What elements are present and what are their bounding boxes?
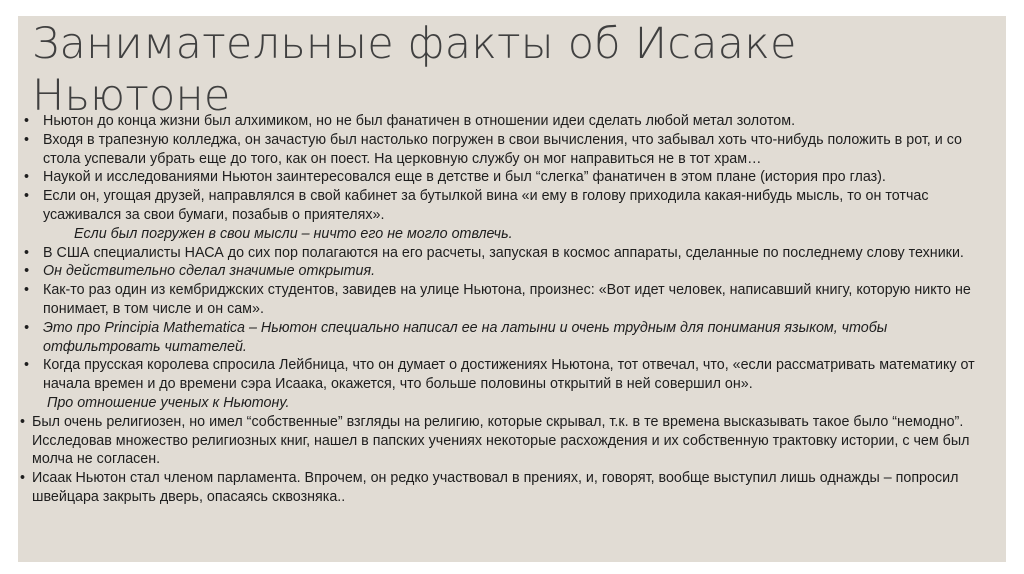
list-item-text: Он действительно сделал значимые открытия. [43, 263, 376, 280]
list-item-text: Когда прусская королева спросила Лейбница, что он думает о достижениях Ньютона, тот отвечал, что, «если рассматривать математику от начала времен и до времени сэра Исаака, окажется, что больше половины открытий в ней совершил он». [43, 357, 975, 393]
facts-list [18, 112, 993, 507]
list-item-text: Входя в трапезную колледжа, он зачастую был настолько погружен в свои вычисления, что забывал хоть что-нибудь положить в рот, и со стола успевали убрать еще до того, как он поест. На церковную службу он мог направиться не в тот храм… [43, 131, 962, 167]
bullet-icon: • [24, 244, 30, 261]
list-item [18, 413, 993, 469]
list-item [18, 356, 993, 394]
bullet-icon: • [24, 282, 30, 299]
slide [18, 16, 1006, 562]
bullet-icon: • [20, 413, 26, 430]
list-item-note [18, 225, 993, 244]
list-item-text: Как-то раз один из кембриджских студентов, завидев на улице Ньютона, произнес: «Вот идет человек, написавший книгу, которую никто не понимает, в том числе и он сам». [43, 282, 971, 317]
list-item [18, 244, 993, 263]
list-item [18, 168, 993, 187]
list-item-text: Ньютон до конца жизни был алхимиком, но не был фанатичен в отношении идеи сделать любой метал золотом. [43, 113, 796, 129]
list-item [18, 131, 993, 169]
list-item-text: Был очень религиозен, но имел “собственные” взгляды на религию, которые скрывал, т.к. в те времена высказывать такое было “немодно”. Исследовав множество религиозных книг, нашел в папских учениях некоторые расхождения и их собственную трактовку истории, с чем был молча не согласен. [32, 413, 970, 468]
list-item [18, 187, 993, 225]
list-item [18, 262, 993, 281]
list-item [18, 469, 993, 507]
list-item-text: Если он, угощая друзей, направлялся в свой кабинет за бутылкой вина «и ему в голову приходила какая-нибудь мысль, то он тотчас усаживался за свои бумаги, позабыв о приятелях». [43, 188, 929, 223]
bullet-icon: • [24, 131, 30, 148]
list-item-text: Если был погружен в свои мысли – ничто его не могло отвлечь. [74, 225, 513, 242]
slide-title: Занимательные факты об Исааке Ньютоне [32, 19, 797, 121]
list-item-text: В США специалисты НАСА до сих пор полагаются на его расчеты, запуская в космос аппараты, сделанные по последнему слову техники. [43, 244, 964, 261]
bullet-icon: • [24, 169, 30, 186]
list-item-note [18, 394, 993, 413]
bullet-icon: • [24, 357, 30, 374]
list-item [18, 281, 993, 319]
list-item-text: Про отношение ученых к Ньютону. [47, 394, 290, 411]
list-item-text: Наукой и исследованиями Ньютон заинтересовался еще в детстве и был “слегка” фанатичен в этом плане (история про глаз). [43, 169, 886, 186]
bullet-icon: • [24, 188, 30, 205]
list-item [18, 112, 993, 131]
bullet-icon: • [20, 470, 26, 487]
bullet-icon: • [24, 319, 30, 336]
list-item-text: Это про Principia Mathematica – Ньютон специально написал ее на латыни и очень трудным для понимания языком, чтобы отфильтровать читателей. [43, 319, 888, 355]
list-item-text: Исаак Ньютон стал членом парламента. Впрочем, он редко участвовал в прениях, и, говорят, вообще выступил лишь однажды – попросил швейцара закрыть дверь, опасаясь сквозняка.. [32, 470, 959, 505]
bullet-icon: • [24, 113, 30, 129]
bullet-icon: • [24, 263, 30, 280]
list-item [18, 319, 993, 357]
